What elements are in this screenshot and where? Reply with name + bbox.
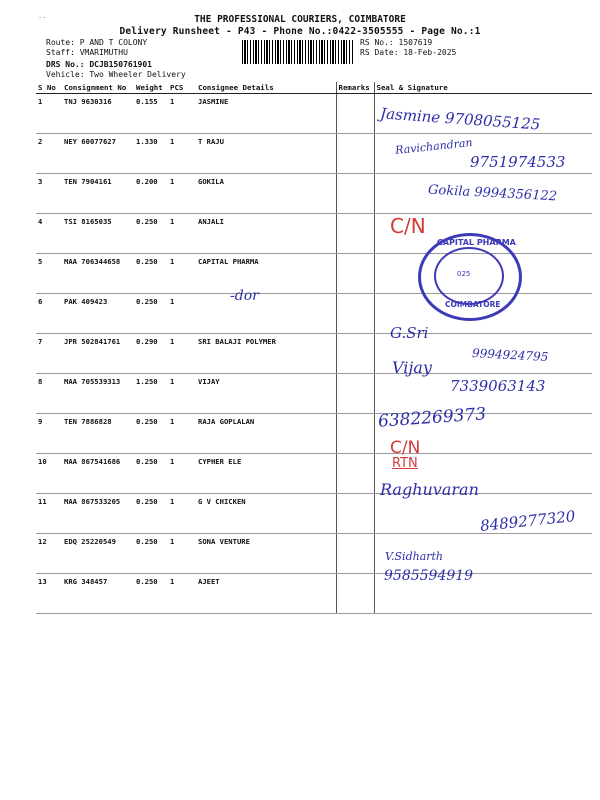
table-header-row bbox=[36, 82, 592, 94]
cell-consignee: AJEET bbox=[196, 574, 336, 614]
cell-remarks bbox=[336, 534, 374, 574]
cell-remarks bbox=[336, 134, 374, 174]
cell-pcs: 1 bbox=[168, 574, 196, 614]
cell-consignment: NEY 60077627 bbox=[62, 134, 134, 174]
cell-consignment: JPR 502841761 bbox=[62, 334, 134, 374]
col-pcs: PCS bbox=[168, 82, 196, 94]
cell-remarks bbox=[336, 214, 374, 254]
handwriting-row-1: Jasmine 9708055125 bbox=[379, 104, 541, 134]
cell-remarks bbox=[336, 494, 374, 534]
handwriting-row-12: 8489277320 bbox=[479, 507, 577, 535]
table-row bbox=[36, 534, 592, 574]
cell-consignment: TEN 7886828 bbox=[62, 414, 134, 454]
cell-consignment: KRG 348457 bbox=[62, 574, 134, 614]
barcode bbox=[242, 40, 354, 64]
cell-remarks bbox=[336, 294, 374, 334]
cell-pcs: 1 bbox=[168, 494, 196, 534]
vehicle-label: Vehicle: Two Wheeler Delivery bbox=[46, 70, 186, 79]
cell-weight: 0.290 bbox=[134, 334, 168, 374]
cell-remarks bbox=[336, 174, 374, 214]
cell-pcs: 1 bbox=[168, 174, 196, 214]
drs-number: DRS No.: DCJB150761901 bbox=[46, 60, 152, 69]
corner-mark: .. bbox=[38, 12, 47, 20]
company-seal bbox=[418, 233, 522, 321]
handwriting-row-4-cn: C/N bbox=[390, 214, 426, 238]
cell-consignment: MAA 705539313 bbox=[62, 374, 134, 414]
handwriting-row-13-name: V.Sidharth bbox=[385, 550, 444, 563]
cell-sno: 4 bbox=[36, 214, 62, 254]
handwriting-row-8-phone: 7339063143 bbox=[450, 377, 546, 395]
col-sno: S No bbox=[36, 82, 62, 94]
handwriting-row-2-name: Ravichandran bbox=[394, 135, 474, 158]
cell-consignment: MAA 867533205 bbox=[62, 494, 134, 534]
cell-consignment: EDQ 25220549 bbox=[62, 534, 134, 574]
cell-consignment: MAA 706344658 bbox=[62, 254, 134, 294]
cell-remarks bbox=[336, 574, 374, 614]
seal-bottom-text: COIMBATORE bbox=[445, 300, 501, 309]
cell-remarks bbox=[336, 254, 374, 294]
handwriting-row-7-sign: G.Sri bbox=[390, 324, 429, 342]
cell-remarks bbox=[336, 334, 374, 374]
cell-sno: 9 bbox=[36, 414, 62, 454]
cell-pcs: 1 bbox=[168, 374, 196, 414]
cell-consignee: CAPITAL PHARMA bbox=[196, 254, 336, 294]
staff-label: Staff: VMARIMUTHU bbox=[46, 48, 128, 57]
handwriting-row-8-sign: Vijay bbox=[392, 358, 432, 377]
handwriting-row-7-phone: 9994924795 bbox=[471, 346, 549, 364]
cell-sno: 12 bbox=[36, 534, 62, 574]
seal-top-text: CAPITAL PHARMA bbox=[437, 238, 516, 247]
cell-pcs: 1 bbox=[168, 254, 196, 294]
seal-date-text: 025 bbox=[457, 270, 471, 278]
cell-weight: 0.155 bbox=[134, 94, 168, 134]
cell-consignee: RAJA GOPLALAN bbox=[196, 414, 336, 454]
cell-weight: 0.250 bbox=[134, 574, 168, 614]
cell-weight: 0.250 bbox=[134, 294, 168, 334]
cell-pcs: 1 bbox=[168, 134, 196, 174]
cell-consignee: T RAJU bbox=[196, 134, 336, 174]
handwriting-row-2-phone: 9751974533 bbox=[470, 153, 566, 171]
cell-consignment: MAA 867541686 bbox=[62, 454, 134, 494]
cell-weight: 1.330 bbox=[134, 134, 168, 174]
route-label: Route: P AND T COLONY bbox=[46, 38, 148, 47]
cell-consignment: TNJ 9630316 bbox=[62, 94, 134, 134]
cell-consignment: TEN 7904161 bbox=[62, 174, 134, 214]
col-remarks: Remarks bbox=[336, 82, 374, 94]
cell-sno: 5 bbox=[36, 254, 62, 294]
cell-consignee: VIJAY bbox=[196, 374, 336, 414]
cell-sno: 10 bbox=[36, 454, 62, 494]
col-weight: Weight bbox=[134, 82, 168, 94]
table-row bbox=[36, 574, 592, 614]
cell-pcs: 1 bbox=[168, 454, 196, 494]
cell-sno: 7 bbox=[36, 334, 62, 374]
col-consignee: Consignee Details bbox=[196, 82, 336, 94]
cell-pcs: 1 bbox=[168, 334, 196, 374]
cell-sno: 13 bbox=[36, 574, 62, 614]
handwriting-row-6: -dor bbox=[230, 288, 259, 304]
cell-consignee: JASMINE bbox=[196, 94, 336, 134]
handwriting-row-10-rtn: RTN bbox=[392, 456, 418, 471]
cell-sno: 3 bbox=[36, 174, 62, 214]
col-signature: Seal & Signature bbox=[374, 82, 592, 94]
handwriting-row-9: 6382269373 bbox=[377, 404, 487, 432]
col-consignment: Consignment No bbox=[62, 82, 134, 94]
cell-weight: 0.250 bbox=[134, 214, 168, 254]
cell-sno: 8 bbox=[36, 374, 62, 414]
cell-consignee: G V CHICKEN bbox=[196, 494, 336, 534]
cell-consignee: CYPHER ELE bbox=[196, 454, 336, 494]
rs-date: RS Date: 18-Feb-2025 bbox=[360, 48, 457, 57]
cell-pcs: 1 bbox=[168, 94, 196, 134]
cell-consignee: ANJALI bbox=[196, 214, 336, 254]
cell-weight: 0.250 bbox=[134, 254, 168, 294]
cell-weight: 0.250 bbox=[134, 494, 168, 534]
handwriting-row-3: Gokila 9994356122 bbox=[427, 182, 558, 205]
cell-weight: 0.250 bbox=[134, 454, 168, 494]
cell-weight: 0.250 bbox=[134, 534, 168, 574]
cell-weight: 0.200 bbox=[134, 174, 168, 214]
handwriting-row-13-phone: 9585594919 bbox=[384, 568, 474, 584]
cell-pcs: 1 bbox=[168, 214, 196, 254]
cell-consignee: SRI BALAJI POLYMER bbox=[196, 334, 336, 374]
cell-remarks bbox=[336, 454, 374, 494]
runsheet-title: Delivery Runsheet - P43 - Phone No.:0422-3505555 - Page No.:1 bbox=[119, 26, 481, 37]
cell-sno: 11 bbox=[36, 494, 62, 534]
handwriting-row-11: Raghuvaran bbox=[380, 480, 479, 499]
cell-sno: 1 bbox=[36, 94, 62, 134]
cell-consignee: GOKILA bbox=[196, 174, 336, 214]
cell-weight: 0.250 bbox=[134, 414, 168, 454]
cell-sno: 2 bbox=[36, 134, 62, 174]
cell-consignee: SONA VENTURE bbox=[196, 534, 336, 574]
company-name: THE PROFESSIONAL COURIERS, COIMBATORE bbox=[194, 14, 406, 25]
cell-weight: 1.250 bbox=[134, 374, 168, 414]
table-row bbox=[36, 454, 592, 494]
cell-pcs: 1 bbox=[168, 414, 196, 454]
rs-number: RS No.: 1507619 bbox=[360, 38, 433, 47]
cell-consignment: PAK 409423 bbox=[62, 294, 134, 334]
handwriting-row-10-cn: C/N bbox=[390, 438, 421, 458]
cell-pcs: 1 bbox=[168, 534, 196, 574]
cell-consignment: TSI 8165035 bbox=[62, 214, 134, 254]
cell-pcs: 1 bbox=[168, 294, 196, 334]
cell-remarks bbox=[336, 414, 374, 454]
cell-remarks bbox=[336, 374, 374, 414]
cell-remarks bbox=[336, 94, 374, 134]
table-row bbox=[36, 414, 592, 454]
cell-sno: 6 bbox=[36, 294, 62, 334]
cell-consignee bbox=[196, 294, 336, 334]
